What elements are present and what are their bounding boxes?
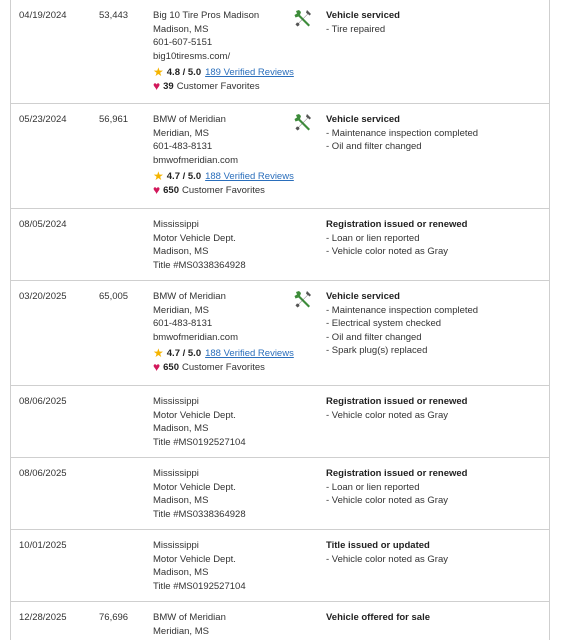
record-details (326, 113, 546, 154)
detail-item: - Maintenance inspection completed (326, 304, 479, 316)
record-source (153, 395, 293, 449)
source-phone: 601-483-8131 (153, 141, 213, 152)
history-row (11, 0, 549, 104)
history-row (11, 530, 549, 602)
record-date: 05/23/2024 (19, 114, 67, 125)
source-location: Madison, MS (153, 495, 209, 506)
detail-item: - Spark plug(s) replaced (326, 345, 428, 356)
record-odometer: 56,961 (99, 114, 129, 125)
favorites-label: Customer Favorites (181, 184, 265, 196)
source-name: BMW of Meridian (153, 612, 226, 623)
source-location: Madison, MS (153, 246, 209, 257)
record-details (326, 467, 546, 508)
source-title-number: Title #MS0192527104 (153, 580, 246, 592)
source-name: Big 10 Tire Pros Madison (153, 10, 260, 21)
verified-reviews-link[interactable]: 189 Verified Reviews (205, 66, 294, 78)
tools-icon (293, 112, 313, 132)
heart-icon: ♥ (153, 360, 161, 374)
event-title: Vehicle serviced (326, 291, 400, 302)
customer-favorites (153, 184, 293, 197)
detail-item: - Vehicle color noted as Gray (326, 495, 448, 506)
record-source (153, 539, 293, 593)
event-title: Vehicle serviced (326, 10, 400, 21)
record-details (326, 290, 546, 358)
detail-item: - Electrical system checked (326, 318, 442, 329)
detail-item: - Oil and filter changed (326, 331, 422, 343)
event-title: Registration issued or renewed (326, 219, 468, 230)
record-source (153, 9, 293, 93)
favorites-label: Customer Favorites (176, 80, 260, 92)
event-title: Registration issued or renewed (326, 468, 468, 479)
source-name: BMW of Meridian (153, 291, 226, 302)
source-website: big10tiresms.com/ (153, 50, 231, 62)
record-source (153, 611, 293, 638)
favorites-count: 39 (163, 80, 174, 92)
source-phone: 601-607-5151 (153, 37, 213, 48)
favorites-count: 650 (163, 184, 179, 196)
source-title-number: Title #MS0338364928 (153, 508, 246, 520)
vehicle-history-table (10, 0, 550, 640)
source-name: BMW of Meridian (153, 114, 226, 125)
record-date: 03/20/2025 (19, 291, 67, 302)
source-rating (153, 347, 293, 360)
source-location: Meridian, MS (153, 304, 209, 316)
history-row (11, 281, 549, 386)
record-source (153, 290, 293, 374)
customer-favorites (153, 80, 293, 93)
heart-icon: ♥ (153, 79, 161, 93)
source-title-number: Title #MS0192527104 (153, 436, 246, 448)
star-icon: ★ (153, 169, 164, 183)
history-row (11, 602, 549, 640)
record-source (153, 467, 293, 521)
record-odometer: 65,005 (99, 291, 129, 302)
verified-reviews-link[interactable]: 188 Verified Reviews (205, 170, 294, 182)
detail-item: - Loan or lien reported (326, 232, 420, 244)
customer-favorites (153, 361, 293, 374)
record-date: 04/19/2024 (19, 10, 67, 21)
event-title: Vehicle offered for sale (326, 612, 431, 623)
record-details (326, 395, 546, 422)
verified-reviews-link[interactable]: 188 Verified Reviews (205, 347, 294, 359)
star-icon: ★ (153, 65, 164, 79)
source-department: Motor Vehicle Dept. (153, 409, 236, 421)
rating-score: 4.7 / 5.0 (166, 347, 202, 359)
event-title: Vehicle serviced (326, 114, 400, 125)
source-name: Mississippi (153, 396, 199, 407)
detail-item: - Maintenance inspection completed (326, 127, 479, 139)
record-source (153, 113, 293, 197)
detail-item: - Vehicle color noted as Gray (326, 246, 448, 257)
source-rating (153, 170, 293, 183)
source-location: Meridian, MS (153, 127, 209, 139)
history-row (11, 458, 549, 530)
source-name: Mississippi (153, 219, 199, 230)
rating-score: 4.7 / 5.0 (166, 170, 202, 182)
detail-item: - Tire repaired (326, 23, 386, 35)
record-date: 08/05/2024 (19, 219, 67, 230)
record-date: 08/06/2025 (19, 468, 67, 479)
source-location: Madison, MS (153, 423, 209, 434)
source-location: Meridian, MS (153, 625, 209, 637)
star-icon: ★ (153, 346, 164, 360)
event-title: Title issued or updated (326, 540, 430, 551)
record-odometer: 76,696 (99, 612, 129, 623)
record-details (326, 539, 546, 566)
record-source (153, 218, 293, 272)
detail-item: - Vehicle color noted as Gray (326, 553, 448, 565)
record-details (326, 9, 546, 36)
tools-icon (293, 289, 313, 309)
source-website: bmwofmeridian.com (153, 154, 238, 166)
record-date: 08/06/2025 (19, 396, 67, 407)
record-details (326, 611, 546, 625)
record-details (326, 218, 546, 259)
history-row (11, 209, 549, 281)
tools-icon (293, 8, 313, 28)
detail-item: - Loan or lien reported (326, 481, 420, 493)
rating-score: 4.8 / 5.0 (166, 66, 202, 78)
source-website: bmwofmeridian.com (153, 331, 238, 343)
source-location: Madison, MS (153, 23, 209, 35)
source-title-number: Title #MS0338364928 (153, 259, 246, 271)
source-department: Motor Vehicle Dept. (153, 232, 236, 244)
source-rating (153, 66, 293, 79)
source-department: Motor Vehicle Dept. (153, 553, 236, 565)
source-location: Madison, MS (153, 567, 209, 578)
heart-icon: ♥ (153, 183, 161, 197)
favorites-label: Customer Favorites (181, 361, 265, 373)
favorites-count: 650 (163, 361, 179, 373)
source-name: Mississippi (153, 540, 199, 551)
source-name: Mississippi (153, 468, 199, 479)
record-date: 12/28/2025 (19, 612, 67, 623)
source-phone: 601-483-8131 (153, 318, 213, 329)
detail-item: - Vehicle color noted as Gray (326, 409, 448, 421)
record-date: 10/01/2025 (19, 540, 67, 551)
event-title: Registration issued or renewed (326, 396, 468, 407)
history-row (11, 104, 549, 209)
source-department: Motor Vehicle Dept. (153, 481, 236, 493)
record-odometer: 53,443 (99, 10, 129, 21)
history-row (11, 386, 549, 458)
detail-item: - Oil and filter changed (326, 141, 422, 152)
